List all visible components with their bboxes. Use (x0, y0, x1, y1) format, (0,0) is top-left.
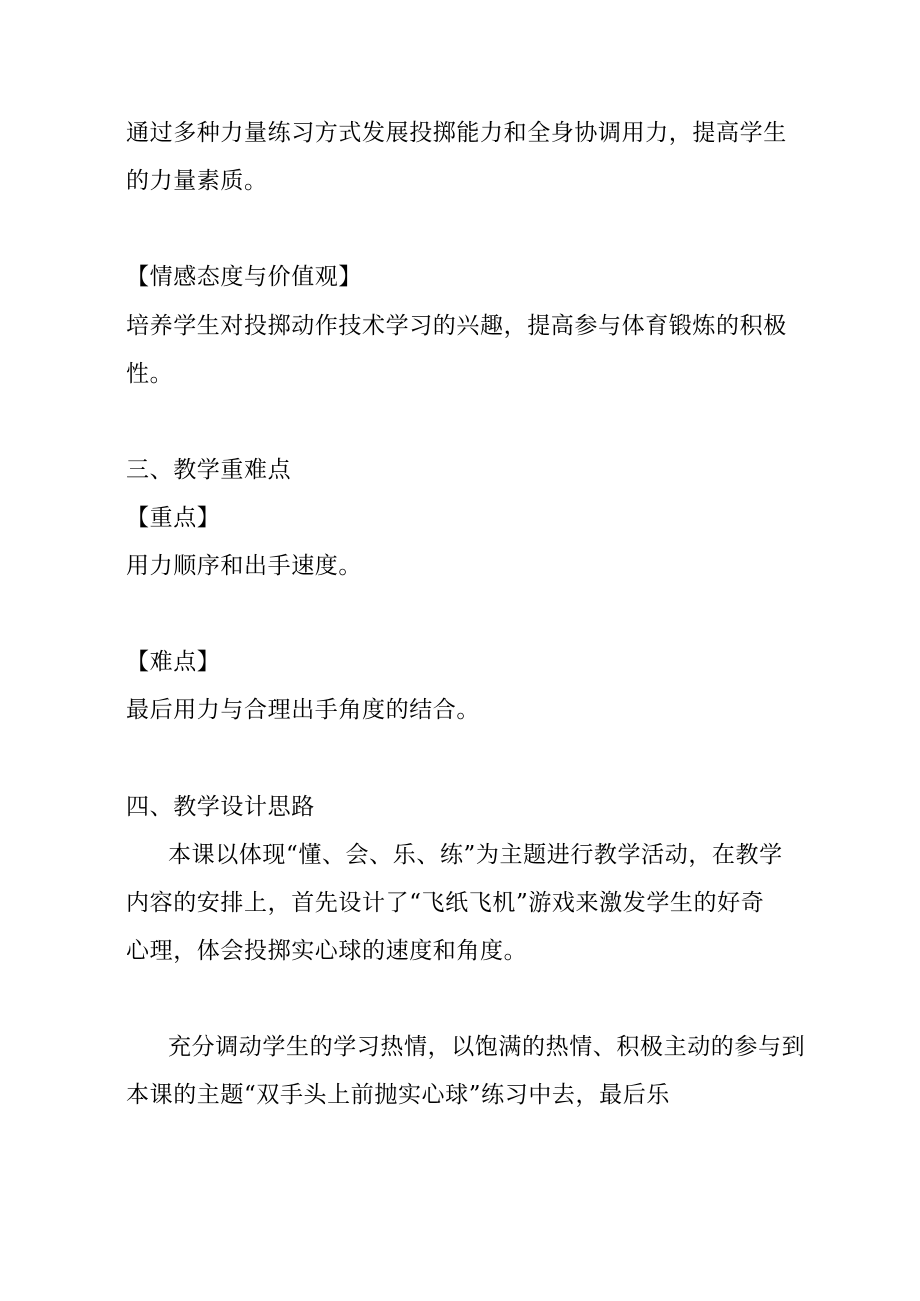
paragraph-line: 的力量素质。 (126, 168, 268, 194)
paragraph-line: 本课的主题“双手头上前抛实心球”练习中去，最后乐 (126, 1082, 670, 1108)
paragraph-line: 用力顺序和出手速度。 (126, 553, 362, 579)
subheading-difficult-point: 【难点】 (126, 649, 221, 675)
paragraph-line: 内容的安排上，首先设计了“飞纸飞机”游戏来激发学生的好奇 (126, 890, 765, 916)
paragraph-line: 最后用力与合理出手角度的结合。 (126, 697, 480, 723)
paragraph-line: 心理，体会投掷实心球的速度和角度。 (126, 938, 528, 964)
subheading-key-point: 【重点】 (126, 505, 221, 531)
paragraph-line: 培养学生对投掷动作技术学习的兴趣，提高参与体育锻炼的积极 (126, 313, 787, 339)
paragraph-line: 性。 (126, 361, 174, 387)
paragraph-line: 通过多种力量练习方式发展投掷能力和全身协调用力，提高学生 (126, 120, 787, 146)
section-heading-design: 四、教学设计思路 (126, 794, 315, 820)
paragraph-line: 本课以体现“懂、会、乐、练”为主题进行教学活动，在教学 (168, 842, 783, 868)
paragraph-line: 充分调动学生的学习热情，以饱满的热情、积极主动的参与到 (168, 1034, 806, 1060)
section-heading-key-difficult: 三、教学重难点 (126, 457, 292, 483)
section-heading-emotion: 【情感态度与价值观】 (126, 264, 362, 290)
